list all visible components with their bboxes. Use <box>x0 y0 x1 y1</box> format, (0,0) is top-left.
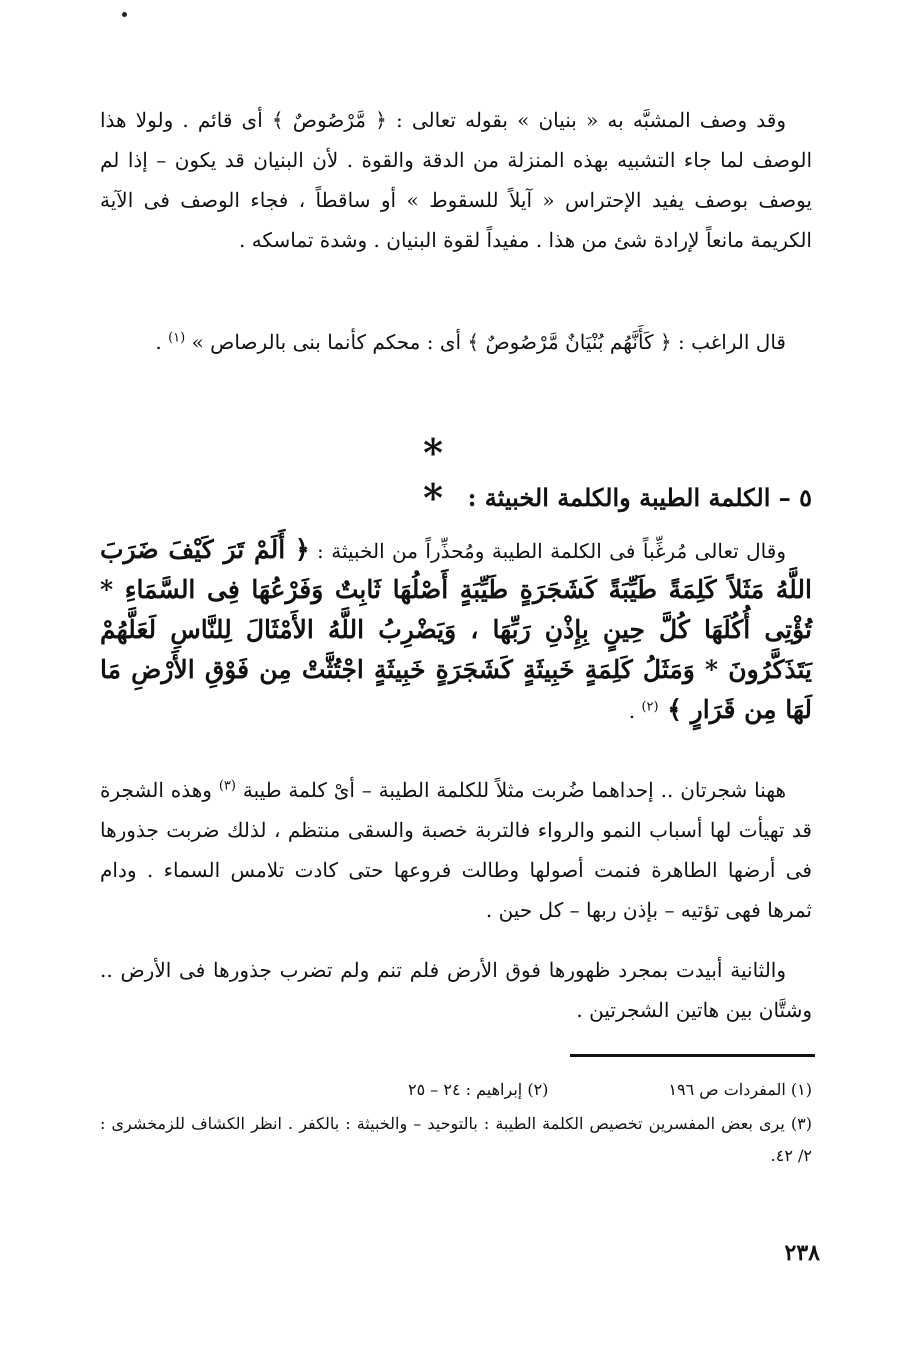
footnote-ref-2: (٢) <box>641 699 659 715</box>
footnote-3: (٣) يرى بعض المفسرين تخصيص الكلمة الطيبة : بالتوحيد – والخبيثة : بالكفر . انظر الكشاف للزمخشرى : ٢/ ٤٢. <box>100 1114 812 1165</box>
paragraph-2-text <box>100 322 812 362</box>
section-separator-stars: * * <box>423 430 477 520</box>
paragraph-1 <box>100 100 812 260</box>
footnote-ref-3: (٣) <box>218 778 236 794</box>
footnote-divider <box>570 1054 815 1057</box>
paragraph-2 <box>100 322 812 362</box>
paragraph-5 <box>100 950 812 1030</box>
paragraph-4-text <box>100 770 812 930</box>
paragraph-2-end: . <box>155 330 169 354</box>
paragraph-3-text <box>100 530 812 730</box>
paragraph-3 <box>100 530 812 730</box>
footnote-2: (٢) إبراهيم : ٢٤ – ٢٥ <box>408 1080 549 1099</box>
footnotes <box>100 1074 812 1172</box>
page-number: ٢٣٨ <box>784 1240 820 1266</box>
footnote-ref-1: (١) <box>168 330 186 346</box>
paragraph-4-start: ههنا شجرتان .. إحداهما ضُربت مثلاً للكلمة الطيبة – أىْ كلمة طيبة <box>235 778 787 802</box>
quran-verse: ﴿ أَلَمْ تَرَ كَيْفَ ضَرَبَ اللَّهُ مَثَلاً كَلِمَةً طَيِّبَةً كَشَجَرَةٍ طَيِّبَةٍ أَصْلُهَا ثَابِتٌ وَفَرْعُهَا فِى السَّمَاءِ * تُؤْتِى أُكُلَهَا كُلَّ حِينٍ بِإِذْنِ رَبِّهَا ، وَيَضْرِبُ اللَّهُ الأَمْثَالَ لِلنَّاسِ لَعَلَّهُمْ يَتَذَكَّرُونَ * وَمَثَلُ كَلِمَةٍ خَبِيثَةٍ كَشَجَرَةٍ خَبِيثَةٍ اجْتُثَّتْ مِن فَوْقِ الأَرْضِ مَا لَهَا مِن قَرَارٍ ﴾ <box>100 535 812 724</box>
paragraph-4-rest: وهذه الشجرة قد تهيأت لها أسباب النمو والرواء فالتربة خصبة والسقى منتظم ، لذلك ضربت جذورها فى أرضها الطاهرة فنمت أصولها وطالت فروعها حتى كادت تلامس السماء . ودام ثمرها فهى تؤتيه – بإذن ربها – كل حين . <box>100 778 812 922</box>
section-heading: ٥ – الكلمة الطيبة والكلمة الخبيثة : <box>467 483 812 512</box>
paragraph-3-intro: وقال تعالى مُرغِّباً فى الكلمة الطيبة ومُحذِّراً من الخبيثة : <box>309 539 786 563</box>
ink-dot <box>122 12 127 17</box>
paragraph-3-end: . <box>628 699 642 723</box>
paragraph-2-body: قال الراغب : ﴿ كَأَنَّهُم بُنْيَانٌ مَّرْصُوصٌ ﴾ أى : محكم كأنما بنى بالرصاص » <box>185 330 786 354</box>
footnote-1: (١) المفردات ص ١٩٦ <box>668 1080 812 1099</box>
paragraph-5-text: والثانية أبيدت بمجرد ظهورها فوق الأرض فلم تنم ولم تضرب جذورها فى الأرض .. وشتَّان بين هاتين الشجرتين . <box>100 958 812 1022</box>
paragraph-1-text: وقد وصف المشبَّه به « بنيان » بقوله تعالى : ﴿ مَّرْصُوصٌ ﴾ أى قائم . ولولا هذا الوصف لما جاء التشبيه بهذه المنزلة من الدقة والقوة . لأن البنيان قد يكون – إذا لم يوصف بوصف يفيد الإحتراس « آيلاً للسقوط » أو ساقطاً ، فجاء الوصف فى الآية الكريمة مانعاً لإرادة شئ من هذا . مفيداً لقوة البنيان . وشدة تماسكه . <box>100 108 812 252</box>
paragraph-4 <box>100 770 812 930</box>
footnote-row <box>100 1074 812 1106</box>
